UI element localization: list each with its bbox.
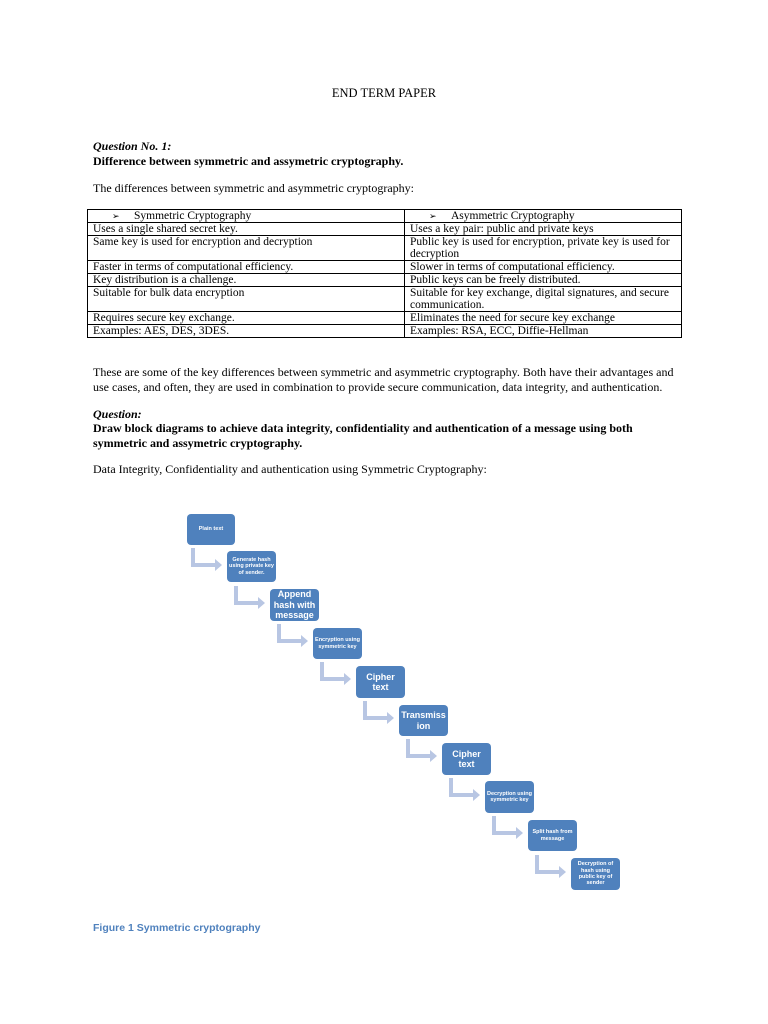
question-1-label: Question No. 1: <box>93 139 172 153</box>
flow-arrow-icon <box>449 778 480 801</box>
question-2-label: Question: <box>93 407 142 421</box>
step-cipher-text-2: Cipher text <box>442 743 491 775</box>
step-generate-hash: Generate hash using private key of sender. <box>227 551 276 582</box>
flow-arrow-icon <box>191 548 222 571</box>
flow-arrow-icon <box>234 586 265 609</box>
table-cell: Public keys can be freely distributed. <box>405 274 682 287</box>
step-cipher-text-1: Cipher text <box>356 666 405 698</box>
step-append-hash: Append hash with message <box>270 589 319 621</box>
bullet-arrow-icon: ➢ <box>112 211 120 221</box>
page-title: END TERM PAPER <box>331 86 437 100</box>
header-symmetric-label: Symmetric Cryptography <box>134 210 252 222</box>
flow-arrow-icon <box>406 739 437 762</box>
question-1-intro: The differences between symmetric and asymmetric cryptography: <box>93 181 414 195</box>
question-2-intro: Data Integrity, Confidentiality and authentication using Symmetric Cryptography: <box>93 462 487 476</box>
flow-arrow-icon <box>320 662 351 685</box>
table-cell: Suitable for key exchange, digital signatures, and secure communication. <box>405 287 682 312</box>
table-cell: Eliminates the need for secure key exchange <box>405 312 682 325</box>
flow-arrow-icon <box>277 624 308 647</box>
table-cell: Suitable for bulk data encryption <box>88 287 405 312</box>
table-cell: Public key is used for encryption, private key is used for decryption <box>405 236 682 261</box>
table-cell: Uses a single shared secret key. <box>88 223 405 236</box>
table-cell: Examples: RSA, ECC, Diffie-Hellman <box>405 325 682 338</box>
table-cell: Requires secure key exchange. <box>88 312 405 325</box>
table-cell: Uses a key pair: public and private keys <box>405 223 682 236</box>
table-cell: Faster in terms of computational efficiency. <box>88 261 405 274</box>
step-transmission: Transmission <box>399 705 448 736</box>
figure-caption: Figure 1 Symmetric cryptography <box>93 922 261 934</box>
flow-arrow-icon <box>492 816 523 839</box>
table-cell: Same key is used for encryption and decryption <box>88 236 405 261</box>
question-2-heading: Draw block diagrams to achieve data integrity, confidentiality and authentication of a message using both symmetric and assymetric cryptography. <box>93 421 633 450</box>
question-1-heading: Difference between symmetric and assymetric cryptography. <box>93 154 404 168</box>
table-cell: Key distribution is a challenge. <box>88 274 405 287</box>
step-plain-text: Plain text <box>187 514 235 545</box>
bullet-arrow-icon: ➢ <box>429 211 437 221</box>
flow-arrow-icon <box>535 855 566 878</box>
table-cell: Examples: AES, DES, 3DES. <box>88 325 405 338</box>
summary-paragraph: These are some of the key differences between symmetric and asymmetric cryptography. Both have their advantages and use cases, and often, they are used in combination to provide secure communication, data integrity, and authentication. <box>93 365 674 394</box>
step-decryption: Decryption using symmetric key <box>485 781 534 813</box>
header-asymmetric-label: Asymmetric Cryptography <box>451 210 575 222</box>
step-decrypt-hash: Decryption of hash using public key of sender <box>571 858 620 890</box>
table-cell: Slower in terms of computational efficiency. <box>405 261 682 274</box>
flow-arrow-icon <box>363 701 394 724</box>
step-encryption: Encryption using symmetric key <box>313 628 362 659</box>
step-split-hash: Split hash from message <box>528 820 577 851</box>
